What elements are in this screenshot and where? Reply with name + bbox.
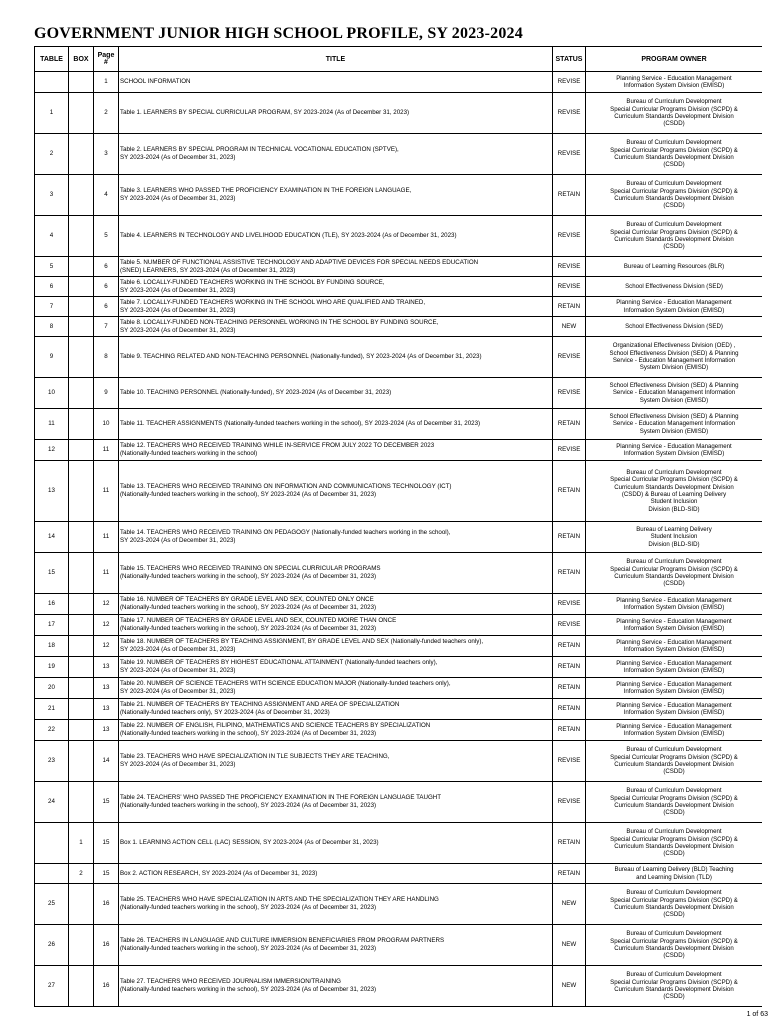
cell-box-number [69, 522, 94, 553]
cell-box-number: 2 [69, 864, 94, 884]
table-row [35, 636, 763, 657]
cell-title: Table 15. TEACHERS WHO RECEIVED TRAINING ON SPECIAL CURRICULAR PROGRAMS (Nationally-funded teachers working in the school), SY 2023-2024 (As of December 31, 2023) [119, 553, 553, 594]
cell-status: NEW [553, 925, 586, 966]
cell-status: RETAIN [553, 657, 586, 678]
cell-table-number: 25 [35, 884, 69, 925]
cell-status: RETAIN [553, 297, 586, 317]
table-row [35, 699, 763, 720]
cell-page-number: 3 [94, 134, 119, 175]
cell-table-number: 22 [35, 720, 69, 741]
table-header-row [35, 47, 763, 72]
cell-program-owner: Planning Service - Education Management Information System Division (EMISD) [586, 699, 763, 720]
cell-box-number: 1 [69, 823, 94, 864]
table-row [35, 966, 763, 1007]
cell-page-number: 5 [94, 216, 119, 257]
cell-page-number: 15 [94, 782, 119, 823]
cell-page-number: 9 [94, 378, 119, 409]
page-number: 1 of 63 [746, 1011, 768, 1018]
cell-status: REVISE [553, 93, 586, 134]
cell-title: Table 22. NUMBER OF ENGLISH, FILIPINO, MATHEMATICS AND SCIENCE TEACHERS BY SPECIALIZATION (Nationally-funded teachers working in the school), SY 2023-2024 (As of December 31, 2023) [119, 720, 553, 741]
cell-title: Table 25. TEACHERS WHO HAVE SPECIALIZATION IN ARTS AND THE SPECIALIZATION THEY ARE HANDLING (Nationally-funded teachers working in the school), SY 2023-2024 (As of December 31, 2023) [119, 884, 553, 925]
cell-box-number [69, 72, 94, 93]
cell-box-number [69, 966, 94, 1007]
cell-title: Table 7. LOCALLY-FUNDED TEACHERS WORKING IN THE SCHOOL WHO ARE QUALIFIED AND TRAINED, SY 2023-2024 (As of December 31, 2023) [119, 297, 553, 317]
cell-table-number: 9 [35, 337, 69, 378]
cell-page-number: 16 [94, 966, 119, 1007]
cell-box-number [69, 337, 94, 378]
cell-status: NEW [553, 317, 586, 337]
cell-title: Table 17. NUMBER OF TEACHERS BY GRADE LEVEL AND SEX, COUNTED MOIRE THAN ONCE (Nationally-funded teachers working in the school), SY 2023-2024 (As of December 31, 2023) [119, 615, 553, 636]
cell-status: RETAIN [553, 522, 586, 553]
table-row [35, 317, 763, 337]
cell-title: Table 3. LEARNERS WHO PASSED THE PROFICIENCY EXAMINATION IN THE FOREIGN LANGUAGE, SY 2023-2024 (As of December 31, 2023) [119, 175, 553, 216]
cell-status: REVISE [553, 216, 586, 257]
cell-program-owner: Planning Service - Education Management Information System Division (EMISD) [586, 440, 763, 461]
cell-page-number: 13 [94, 720, 119, 741]
cell-table-number: 10 [35, 378, 69, 409]
table-row [35, 678, 763, 699]
header-box: BOX [69, 47, 94, 72]
cell-program-owner: School Effectiveness Division (SED) & Planning Service - Education Management Information System Division (EMISD) [586, 378, 763, 409]
cell-table-number: 21 [35, 699, 69, 720]
cell-box-number [69, 615, 94, 636]
cell-program-owner: Bureau of Curriculum Development Special Curricular Programs Division (SCPD) & Curriculum Standards Development Division (CSDD) [586, 782, 763, 823]
cell-page-number: 6 [94, 277, 119, 297]
cell-status: REVISE [553, 378, 586, 409]
cell-status: RETAIN [553, 699, 586, 720]
cell-status: RETAIN [553, 175, 586, 216]
cell-status: RETAIN [553, 553, 586, 594]
cell-box-number [69, 409, 94, 440]
cell-page-number: 6 [94, 297, 119, 317]
cell-box-number [69, 884, 94, 925]
cell-page-number: 2 [94, 93, 119, 134]
cell-program-owner: Planning Service - Education Management Information System Division (EMISD) [586, 615, 763, 636]
table-row [35, 594, 763, 615]
page-title: GOVERNMENT JUNIOR HIGH SCHOOL PROFILE, SY 2023-2024 [34, 25, 523, 42]
table-row [35, 553, 763, 594]
cell-page-number: 11 [94, 522, 119, 553]
cell-table-number: 2 [35, 134, 69, 175]
cell-table-number: 4 [35, 216, 69, 257]
cell-status: REVISE [553, 72, 586, 93]
cell-title: Table 2. LEARNERS BY SPECIAL PROGRAM IN TECHNICAL VOCATIONAL EDUCATION (SPTVE), SY 2023-2024 (As of December 31, 2023) [119, 134, 553, 175]
profile-table [34, 46, 762, 1007]
table-row [35, 657, 763, 678]
cell-table-number: 5 [35, 257, 69, 277]
cell-page-number: 13 [94, 678, 119, 699]
cell-page-number: 11 [94, 553, 119, 594]
cell-box-number [69, 297, 94, 317]
cell-title: Table 19. NUMBER OF TEACHERS BY HIGHEST EDUCATIONAL ATTAINMENT (Nationally-funded teachers only), SY 2023-2024 (As of December 31, 2023) [119, 657, 553, 678]
cell-table-number [35, 72, 69, 93]
cell-page-number: 12 [94, 594, 119, 615]
cell-box-number [69, 93, 94, 134]
table-row [35, 277, 763, 297]
cell-table-number: 14 [35, 522, 69, 553]
cell-table-number: 20 [35, 678, 69, 699]
cell-status: NEW [553, 884, 586, 925]
cell-box-number [69, 925, 94, 966]
cell-box-number [69, 317, 94, 337]
cell-program-owner: School Effectiveness Division (SED) [586, 277, 763, 297]
cell-box-number [69, 216, 94, 257]
cell-page-number: 8 [94, 337, 119, 378]
cell-program-owner: Bureau of Curriculum Development Special Curricular Programs Division (SCPD) & Curriculum Standards Development Division (CSDD) [586, 741, 763, 782]
cell-program-owner: Planning Service - Education Management Information System Division (EMISD) [586, 657, 763, 678]
cell-program-owner: Planning Service - Education Management Information System Division (EMISD) [586, 72, 763, 93]
cell-status: REVISE [553, 615, 586, 636]
cell-title: Table 10. TEACHING PERSONNEL (Nationally-funded), SY 2023-2024 (As of December 31, 2023) [119, 378, 553, 409]
table-row [35, 461, 763, 522]
table-row [35, 216, 763, 257]
cell-status: REVISE [553, 277, 586, 297]
cell-page-number: 1 [94, 72, 119, 93]
cell-status: REVISE [553, 594, 586, 615]
profile-table-container [34, 46, 762, 1008]
cell-page-number: 7 [94, 317, 119, 337]
table-row [35, 257, 763, 277]
cell-status: RETAIN [553, 823, 586, 864]
cell-box-number [69, 741, 94, 782]
cell-table-number: 13 [35, 461, 69, 522]
cell-box-number [69, 594, 94, 615]
cell-box-number [69, 699, 94, 720]
cell-table-number: 26 [35, 925, 69, 966]
cell-title: Box 2. ACTION RESEARCH, SY 2023-2024 (As of December 31, 2023) [119, 864, 553, 884]
cell-table-number: 12 [35, 440, 69, 461]
table-row [35, 297, 763, 317]
cell-page-number: 15 [94, 864, 119, 884]
cell-program-owner: School Effectiveness Division (SED) [586, 317, 763, 337]
table-row [35, 134, 763, 175]
cell-program-owner: Bureau of Learning Delivery Student Inclusion Division (BLD-SID) [586, 522, 763, 553]
cell-title: Table 21. NUMBER OF TEACHERS BY TEACHING ASSIGNMENT AND AREA OF SPECIALIZATION (Nationally-funded teachers only), SY 2023-2024 (As of December 31, 2023) [119, 699, 553, 720]
table-row [35, 720, 763, 741]
cell-status: REVISE [553, 337, 586, 378]
cell-box-number [69, 636, 94, 657]
cell-program-owner: Bureau of Curriculum Development Special Curricular Programs Division (SCPD) & Curriculum Standards Development Division (CSDD) [586, 175, 763, 216]
cell-program-owner: Bureau of Curriculum Development Special Curricular Programs Division (SCPD) & Curriculum Standards Development Division (CSDD) [586, 823, 763, 864]
table-row [35, 522, 763, 553]
cell-status: RETAIN [553, 636, 586, 657]
cell-title: Table 23. TEACHERS WHO HAVE SPECIALIZATION IN TLE SUBJECTS THEY ARE TEACHING, SY 2023-2024 (As of December 31, 2023) [119, 741, 553, 782]
cell-box-number [69, 720, 94, 741]
table-row [35, 378, 763, 409]
cell-table-number: 24 [35, 782, 69, 823]
cell-table-number [35, 823, 69, 864]
cell-title: Table 1. LEARNERS BY SPECIAL CURRICULAR PROGRAM, SY 2023-2024 (As of December 31, 2023) [119, 93, 553, 134]
table-row [35, 823, 763, 864]
cell-status: RETAIN [553, 409, 586, 440]
cell-table-number: 11 [35, 409, 69, 440]
header-status: STATUS [553, 47, 586, 72]
cell-page-number: 13 [94, 699, 119, 720]
cell-page-number: 14 [94, 741, 119, 782]
cell-program-owner: Planning Service - Education Management Information System Division (EMISD) [586, 720, 763, 741]
cell-title: Box 1. LEARNING ACTION CELL (LAC) SESSION, SY 2023-2024 (As of December 31, 2023) [119, 823, 553, 864]
cell-status: REVISE [553, 440, 586, 461]
cell-box-number [69, 461, 94, 522]
cell-box-number [69, 782, 94, 823]
cell-program-owner: Bureau of Curriculum Development Special Curricular Programs Division (SCPD) & Curriculum Standards Development Division (CSDD) & Bureau of Learning Delivery Student Inclusion Division (BLD-SID) [586, 461, 763, 522]
cell-title: Table 24. TEACHERS' WHO PASSED THE PROFICIENCY EXAMINATION IN THE FOREIGN LANGUAGE TAUGHT (Nationally-funded teachers working in the school), SY 2023-2024 (As of December 31, 2023) [119, 782, 553, 823]
cell-status: REVISE [553, 741, 586, 782]
cell-box-number [69, 553, 94, 594]
cell-table-number: 3 [35, 175, 69, 216]
table-row [35, 782, 763, 823]
cell-title: Table 6. LOCALLY-FUNDED TEACHERS WORKING IN THE SCHOOL BY FUNDING SOURCE, SY 2023-2024 (As of December 31, 2023) [119, 277, 553, 297]
cell-title: Table 8. LOCALLY-FUNDED NON-TEACHING PERSONNEL WORKING IN THE SCHOOL BY FUNDING SOURCE, SY 2023-2024 (As of December 31, 2023) [119, 317, 553, 337]
cell-table-number: 8 [35, 317, 69, 337]
cell-program-owner: Bureau of Curriculum Development Special Curricular Programs Division (SCPD) & Curriculum Standards Development Division (CSDD) [586, 216, 763, 257]
cell-title: Table 20. NUMBER OF SCIENCE TEACHERS WITH SCIENCE EDUCATION MAJOR (Nationally-funded teachers only), SY 2023-2024 (As of December 31, 2023) [119, 678, 553, 699]
cell-page-number: 11 [94, 440, 119, 461]
cell-title: Table 14. TEACHERS WHO RECEIVED TRAINING ON PEDAGOGY (Nationally-funded teachers working in the school), SY 2023-2024 (As of December 31, 2023) [119, 522, 553, 553]
cell-page-number: 16 [94, 884, 119, 925]
cell-program-owner: Bureau of Curriculum Development Special Curricular Programs Division (SCPD) & Curriculum Standards Development Division (CSDD) [586, 925, 763, 966]
table-body [35, 72, 763, 1007]
cell-program-owner: Bureau of Curriculum Development Special Curricular Programs Division (SCPD) & Curriculum Standards Development Division (CSDD) [586, 884, 763, 925]
cell-table-number: 19 [35, 657, 69, 678]
table-row [35, 440, 763, 461]
cell-title: Table 11. TEACHER ASSIGNMENTS (Nationally-funded teachers working in the school), SY 2023-2024 (As of December 31, 2023) [119, 409, 553, 440]
cell-program-owner: Bureau of Learning Resources (BLR) [586, 257, 763, 277]
cell-table-number: 15 [35, 553, 69, 594]
cell-status: NEW [553, 966, 586, 1007]
table-row [35, 72, 763, 93]
table-row [35, 741, 763, 782]
table-row [35, 409, 763, 440]
cell-status: REVISE [553, 134, 586, 175]
cell-status: RETAIN [553, 720, 586, 741]
header-page: Page # [94, 47, 119, 72]
cell-status: RETAIN [553, 461, 586, 522]
cell-program-owner: Bureau of Curriculum Development Special Curricular Programs Division (SCPD) & Curriculum Standards Development Division (CSDD) [586, 966, 763, 1007]
cell-box-number [69, 678, 94, 699]
cell-title: Table 26. TEACHERS IN LANGUAGE AND CULTURE IMMERSION BENEFICIARIES FROM PROGRAM PARTNERS (Nationally-funded teachers working in the school), SY 2023-2024 (As of December 31, 2023) [119, 925, 553, 966]
cell-table-number: 6 [35, 277, 69, 297]
cell-box-number [69, 440, 94, 461]
cell-page-number: 15 [94, 823, 119, 864]
cell-title: Table 5. NUMBER OF FUNCTIONAL ASSISTIVE TECHNOLOGY AND ADAPTIVE DEVICES FOR SPECIAL NEEDS EDUCATION (SNED) LEARNERS, SY 2023-2024 (As of December 31, 2023) [119, 257, 553, 277]
table-row [35, 93, 763, 134]
header-table: TABLE [35, 47, 69, 72]
table-row [35, 864, 763, 884]
cell-program-owner: Planning Service - Education Management Information System Division (EMISD) [586, 297, 763, 317]
cell-table-number: 1 [35, 93, 69, 134]
header-program-owner: PROGRAM OWNER [586, 47, 763, 72]
cell-page-number: 13 [94, 657, 119, 678]
cell-program-owner: Bureau of Curriculum Development Special Curricular Programs Division (SCPD) & Curriculum Standards Development Division (CSDD) [586, 553, 763, 594]
cell-status: REVISE [553, 257, 586, 277]
cell-table-number [35, 864, 69, 884]
cell-program-owner: School Effectiveness Division (SED) & Planning Service - Education Management Information System Division (EMISD) [586, 409, 763, 440]
cell-page-number: 4 [94, 175, 119, 216]
cell-program-owner: Bureau of Curriculum Development Special Curricular Programs Division (SCPD) & Curriculum Standards Development Division (CSDD) [586, 93, 763, 134]
cell-table-number: 18 [35, 636, 69, 657]
cell-page-number: 10 [94, 409, 119, 440]
cell-page-number: 12 [94, 636, 119, 657]
cell-program-owner: Planning Service - Education Management Information System Division (EMISD) [586, 678, 763, 699]
cell-title: Table 13. TEACHERS WHO RECEIVED TRAINING ON INFORMATION AND COMMUNICATIONS TECHNOLOGY (ICT) (Nationally-funded teachers working in the school), SY 2023-2024 (As of December 31, 2023) [119, 461, 553, 522]
cell-title: Table 9. TEACHING RELATED AND NON-TEACHING PERSONNEL (Nationally-funded), SY 2023-2024 (As of December 31, 2023) [119, 337, 553, 378]
cell-program-owner: Bureau of Curriculum Development Special Curricular Programs Division (SCPD) & Curriculum Standards Development Division (CSDD) [586, 134, 763, 175]
cell-box-number [69, 657, 94, 678]
cell-program-owner: Planning Service - Education Management Information System Division (EMISD) [586, 636, 763, 657]
cell-page-number: 12 [94, 615, 119, 636]
cell-table-number: 17 [35, 615, 69, 636]
cell-title: Table 4. LEARNERS IN TECHNOLOGY AND LIVELIHOOD EDUCATION (TLE), SY 2023-2024 (As of December 31, 2023) [119, 216, 553, 257]
header-title: TITLE [119, 47, 553, 72]
cell-box-number [69, 257, 94, 277]
cell-table-number: 16 [35, 594, 69, 615]
cell-status: REVISE [553, 782, 586, 823]
cell-title: Table 18. NUMBER OF TEACHERS BY TEACHING ASSIGNMENT, BY GRADE LEVEL AND SEX (Nationally-funded teachers only), SY 2023-2024 (As of December 31, 2023) [119, 636, 553, 657]
cell-box-number [69, 134, 94, 175]
table-row [35, 615, 763, 636]
cell-program-owner: Bureau of Learning Delivery (BLD) Teaching and Learning Division (TLD) [586, 864, 763, 884]
cell-table-number: 7 [35, 297, 69, 317]
table-row [35, 925, 763, 966]
cell-program-owner: Planning Service - Education Management Information System Division (EMISD) [586, 594, 763, 615]
cell-table-number: 23 [35, 741, 69, 782]
cell-page-number: 16 [94, 925, 119, 966]
cell-title: SCHOOL INFORMATION [119, 72, 553, 93]
cell-page-number: 6 [94, 257, 119, 277]
cell-program-owner: Organizational Effectiveness Division (OED) , School Effectiveness Division (SED) & Planning Service - Education Management Information System Division (EMISD) [586, 337, 763, 378]
cell-title: Table 16. NUMBER OF TEACHERS BY GRADE LEVEL AND SEX, COUNTED ONLY ONCE (Nationally-funded teachers working in the school), SY 2023-2024 (As of December 31, 2023) [119, 594, 553, 615]
cell-table-number: 27 [35, 966, 69, 1007]
cell-box-number [69, 378, 94, 409]
table-row [35, 175, 763, 216]
cell-title: Table 12. TEACHERS WHO RECEIVED TRAINING WHILE IN-SERVICE FROM JULY 2022 TO DECEMBER 2023 (Nationally-funded teachers working in the school) [119, 440, 553, 461]
table-row [35, 884, 763, 925]
cell-page-number: 11 [94, 461, 119, 522]
cell-box-number [69, 175, 94, 216]
cell-status: RETAIN [553, 678, 586, 699]
table-row [35, 337, 763, 378]
cell-status: RETAIN [553, 864, 586, 884]
cell-box-number [69, 277, 94, 297]
cell-title: Table 27. TEACHERS WHO RECEIVED JOURNALISM IMMERSION/TRAINING (Nationally-funded teachers working in the school), SY 2023-2024 (As of December 31, 2023) [119, 966, 553, 1007]
